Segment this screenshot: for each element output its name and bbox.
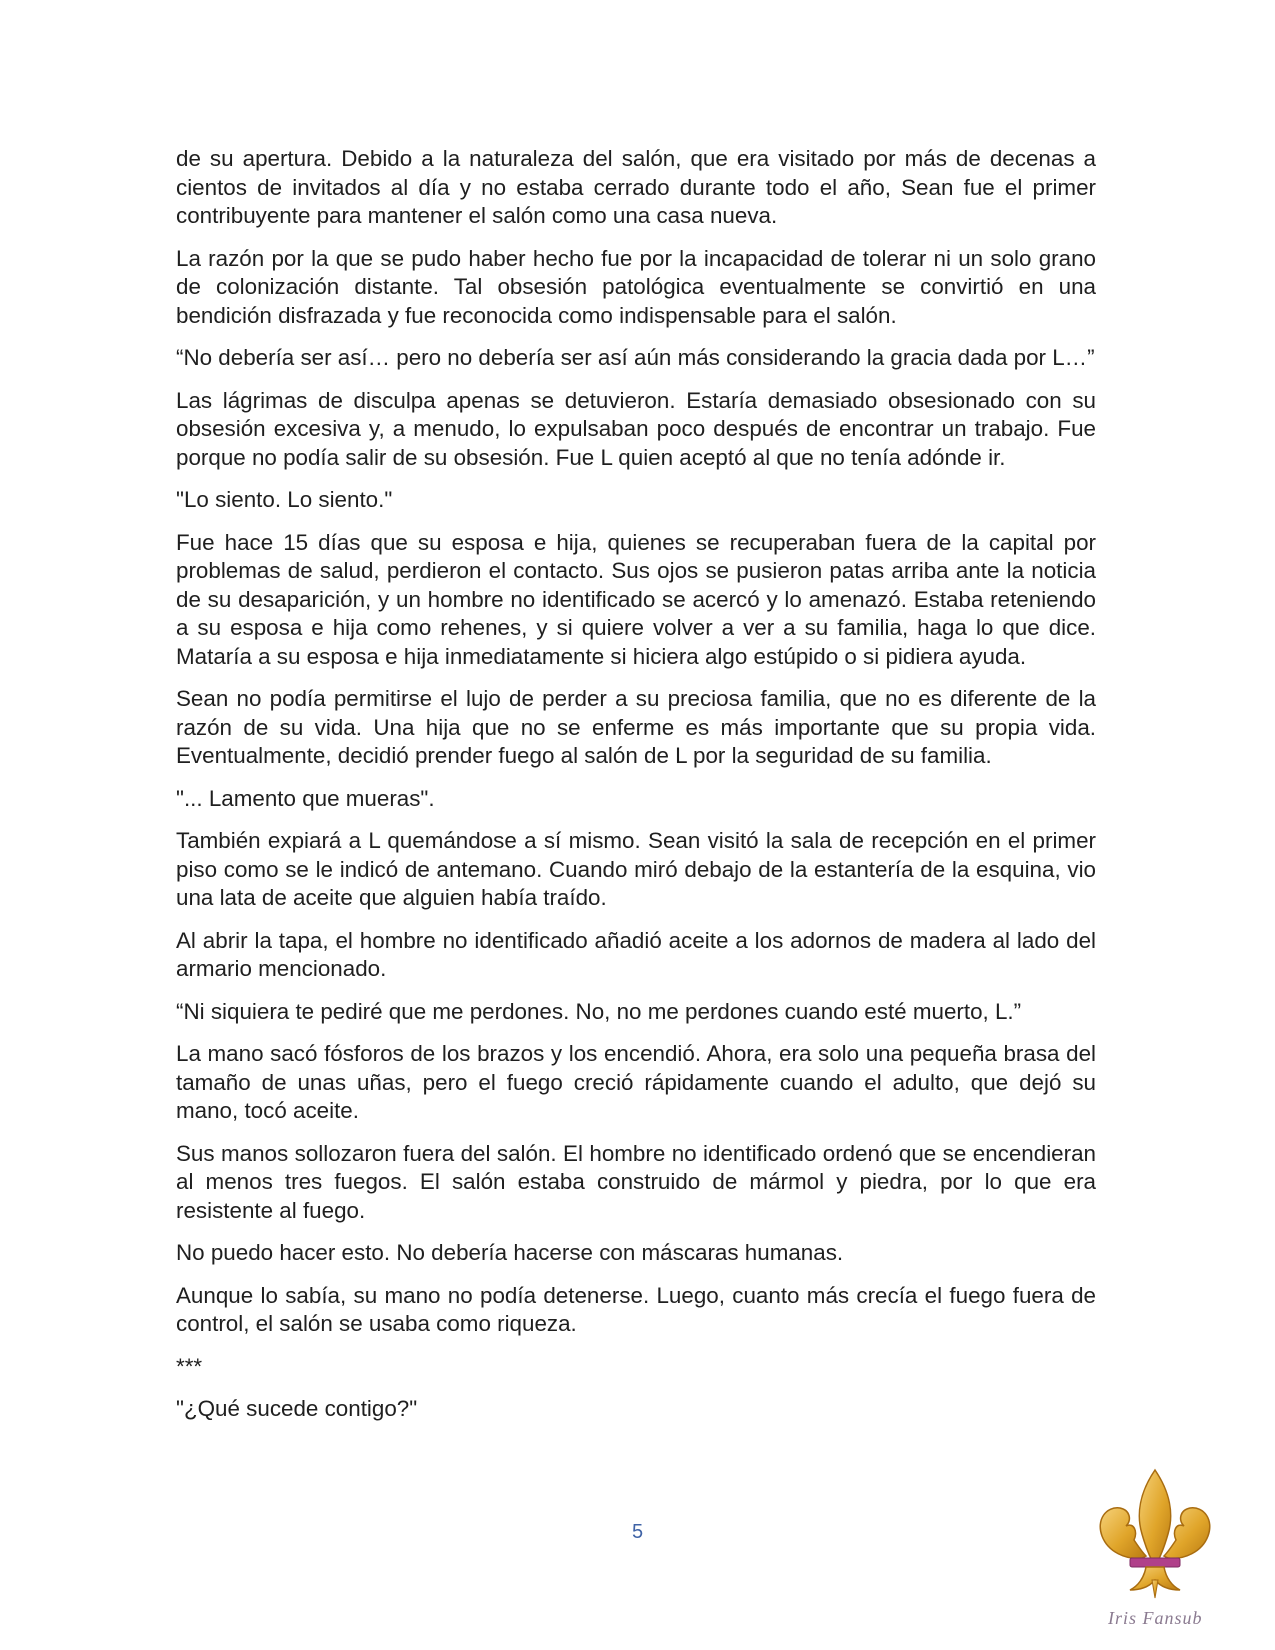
fleur-de-lis-icon <box>1090 1462 1220 1612</box>
paragraph: Sean no podía permitirse el lujo de perder a su preciosa familia, que no es diferente de la razón de su vida. Una hija que no se enferme es más importante que su propia vida. Eventualmente, decidió prender fuego al salón de L por la seguridad de su familia. <box>176 686 1096 768</box>
page-number: 5 <box>631 1521 644 1543</box>
paragraph: No puedo hacer esto. No debería hacerse con máscaras humanas. <box>176 1240 844 1265</box>
page-body <box>176 145 1096 1438</box>
paragraph: “No debería ser así… pero no debería ser así aún más considerando la gracia dada por L…” <box>176 345 1095 370</box>
paragraph: “Ni siquiera te pediré que me perdones. No, no me perdones cuando esté muerto, L.” <box>176 998 1022 1024</box>
paragraph: "¿Qué sucede contigo?" <box>176 1396 418 1421</box>
paragraph: También expiará a L quemándose a sí mismo. Sean visitó la sala de recepción en el primer piso como se le indicó de antemano. Cuando miró debajo de la estantería de la esquina, vio una lata de aceite que alguien había traído. <box>176 828 1096 910</box>
paragraph: La razón por la que se pudo haber hecho fue por la incapacidad de tolerar ni un solo grano de colonización distante. Tal obsesión patológica eventualmente se convirtió en una bendición disfrazada y fue reconocida como indispensable para el salón. <box>176 245 1096 328</box>
paragraph: Aunque lo sabía, su mano no podía detenerse. Luego, cuanto más crecía el fuego fuera de control, el salón se usaba como riqueza. <box>176 1282 1096 1336</box>
paragraph: La mano sacó fósforos de los brazos y los encendió. Ahora, era solo una pequeña brasa del tamaño de unas uñas, pero el fuego creció rápidamente cuando el adulto, que dejó su mano, tocó aceite. <box>176 1041 1096 1123</box>
paragraph: Fue hace 15 días que su esposa e hija, quienes se recuperaban fuera de la capital por problemas de salud, perdieron el contacto. Sus ojos se pusieron patas arriba ante la noticia de su desaparición, y un hombre no identificado se acercó y lo amenazó. Estaba reteniendo a su esposa e hija como rehenes, y si quiere volver a ver a su familia, haga lo que dice. Mataría a su esposa e hija inmediatamente si hiciera algo estúpido o si pidiera ayuda. <box>176 529 1096 669</box>
paragraph: "... Lamento que mueras". <box>176 785 435 811</box>
paragraph: Al abrir la tapa, el hombre no identificado añadió aceite a los adornos de madera al lado del armario mencionado. <box>176 927 1096 981</box>
paragraph: "Lo siento. Lo siento." <box>176 487 393 512</box>
scene-break: *** <box>176 1353 203 1379</box>
paragraph: Las lágrimas de disculpa apenas se detuvieron. Estaría demasiado obsesionado con su obsesión excesiva y, a menudo, lo expulsaban poco después de encontrar un trabajo. Fue porque no podía salir de su obsesión. Fue L quien aceptó al que no tenía adónde ir. <box>176 387 1096 470</box>
fansub-signature: Iris Fansub <box>1108 1608 1203 1628</box>
paragraph: Sus manos sollozaron fuera del salón. El hombre no identificado ordenó que se encendieran al menos tres fuegos. El salón estaba construido de mármol y piedra, por lo que era resistente al fuego. <box>176 1140 1096 1223</box>
paragraph: de su apertura. Debido a la naturaleza del salón, que era visitado por más de decenas a cientos de invitados al día y no estaba cerrado durante todo el año, Sean fue el primer contribuyente para mantener el salón como una casa nueva. <box>176 146 1096 228</box>
